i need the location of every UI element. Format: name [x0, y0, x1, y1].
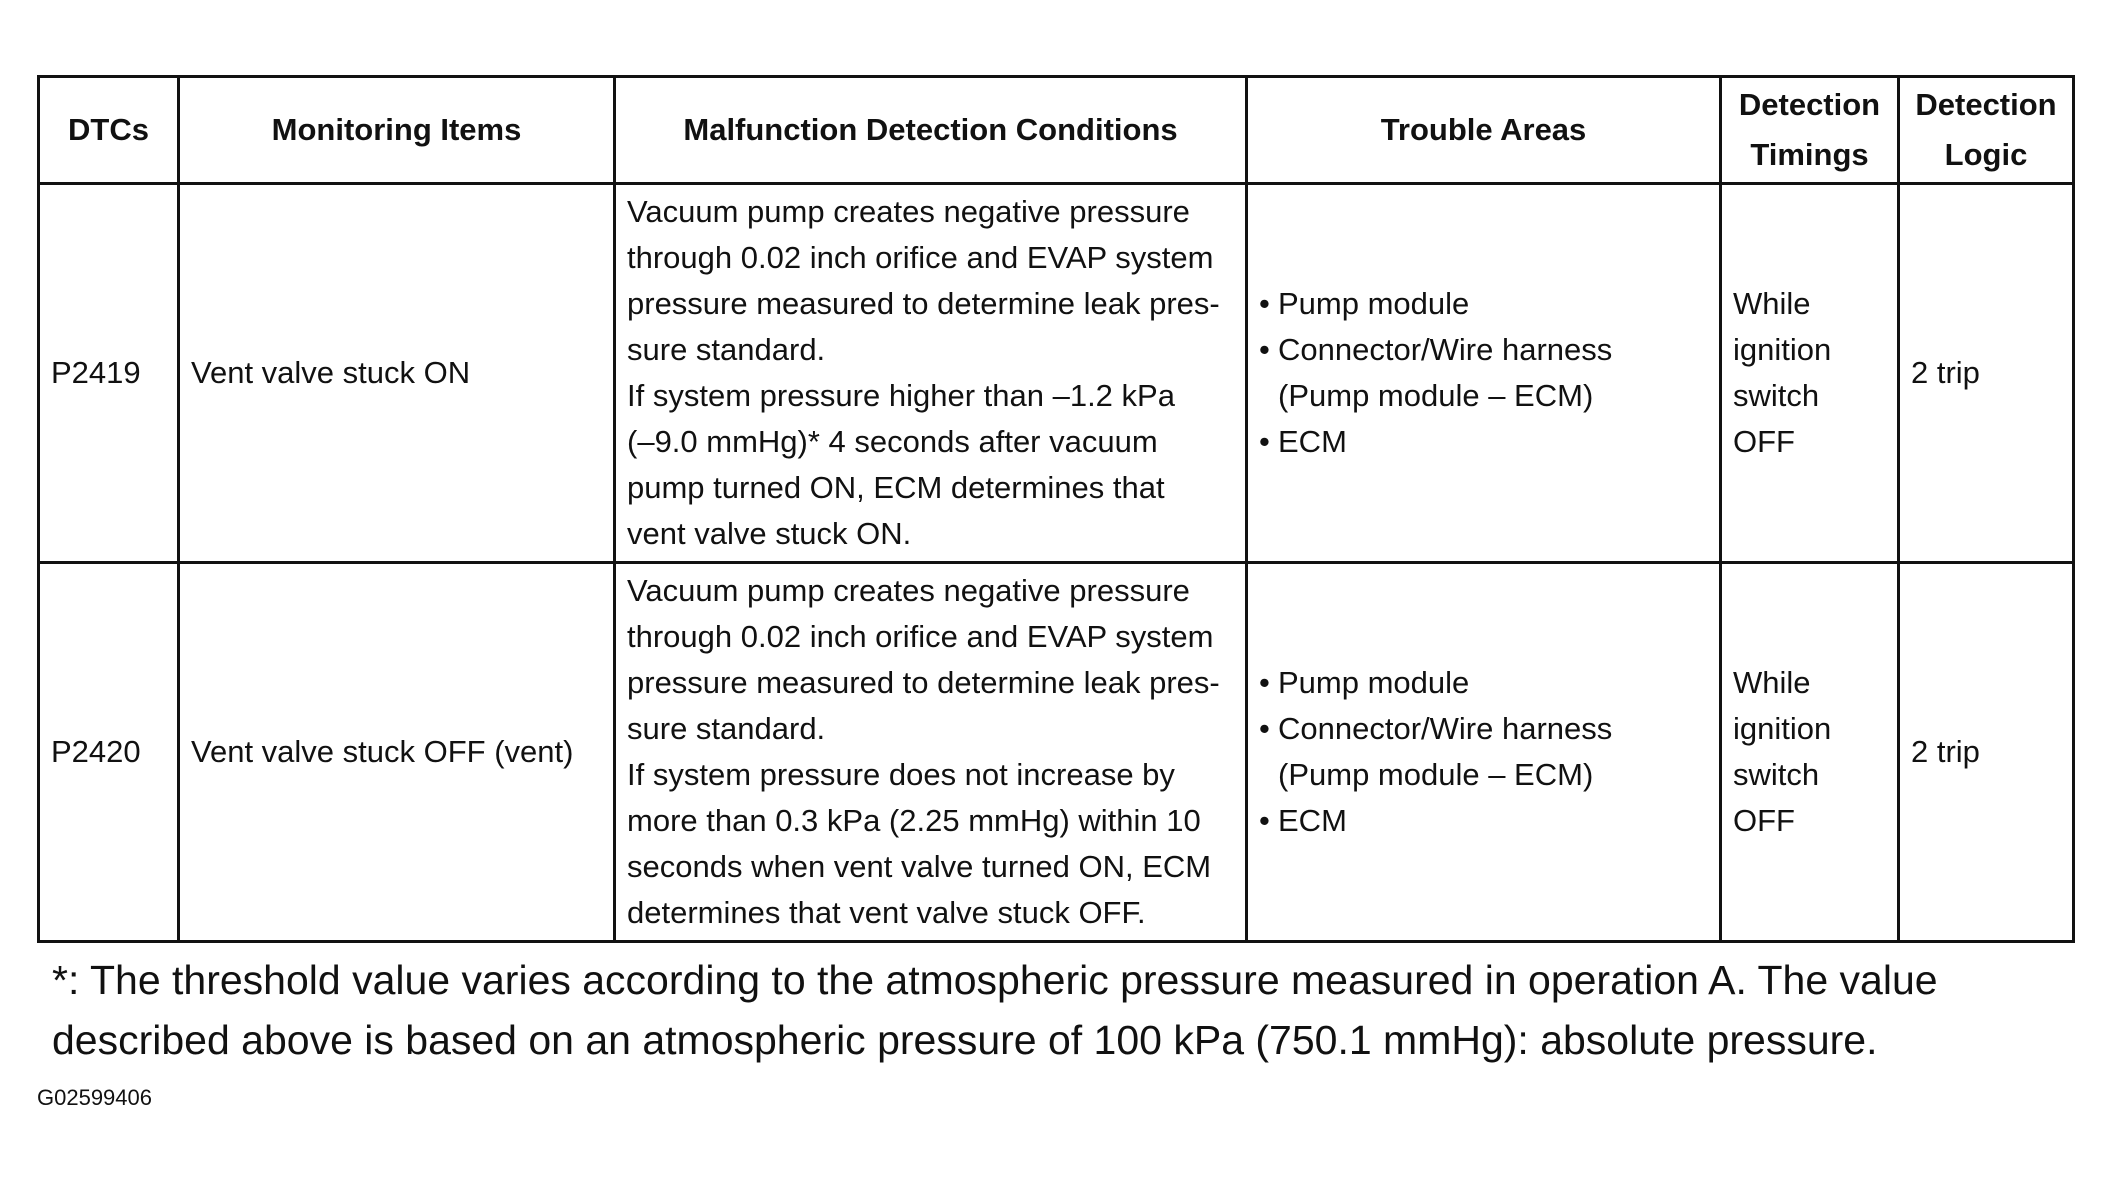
header-timings-line2: Timings [1750, 137, 1869, 172]
condition-line: more than 0.3 kPa (2.25 mmHg) within 10 [627, 803, 1201, 838]
condition-line: If system pressure does not increase by [627, 757, 1175, 792]
detection-logic-cell: 2 trip [1899, 563, 2074, 942]
condition-line: sure standard. [627, 332, 826, 367]
trouble-area-item [1259, 327, 1711, 373]
condition-line: pressure measured to determine leak pres- [627, 286, 1220, 321]
dtc-table [37, 75, 2075, 943]
detection-timing-cell [1721, 184, 1899, 563]
dtc-code-cell: P2420 [39, 563, 179, 942]
detection-timing-cell [1721, 563, 1899, 942]
trouble-area-label: Pump module [1278, 286, 1470, 321]
condition-line: sure standard. [627, 711, 826, 746]
threshold-footnote [52, 950, 2112, 1070]
bullet-icon: • [1259, 665, 1270, 700]
trouble-areas-list [1259, 660, 1711, 844]
bullet-icon: • [1259, 286, 1270, 321]
header-logic-line1: Detection [1915, 87, 2057, 122]
detection-conditions-cell [615, 184, 1247, 563]
timing-line: OFF [1733, 424, 1795, 459]
trouble-areas-cell [1247, 563, 1721, 942]
footnote-line: described above is based on an atmospheric pressure of 100 kPa (750.1 mmHg): absolute pressure. [52, 1017, 1878, 1063]
bullet-icon: • [1259, 803, 1270, 838]
trouble-area-label: Connector/Wire harness [1278, 711, 1613, 746]
header-trouble-areas: Trouble Areas [1247, 77, 1721, 184]
header-detection-logic [1899, 77, 2074, 184]
condition-line: vent valve stuck ON. [627, 516, 912, 551]
trouble-area-label: Connector/Wire harness [1278, 332, 1613, 367]
timing-line: While [1733, 286, 1811, 321]
bullet-icon: • [1259, 424, 1270, 459]
bullet-icon: • [1259, 332, 1270, 367]
condition-line: Vacuum pump creates negative pressure [627, 573, 1190, 608]
condition-line: through 0.02 inch orifice and EVAP system [627, 619, 1214, 654]
bullet-icon: • [1259, 711, 1270, 746]
condition-line: Vacuum pump creates negative pressure [627, 194, 1190, 229]
trouble-area-label: ECM [1278, 424, 1347, 459]
table-header-row [39, 77, 2074, 184]
header-malfunction-detection-conditions: Malfunction Detection Conditions [615, 77, 1247, 184]
timing-line: While [1733, 665, 1811, 700]
monitoring-item-cell: Vent valve stuck ON [179, 184, 615, 563]
header-dtcs: DTCs [39, 77, 179, 184]
trouble-area-subitem [1259, 373, 1711, 419]
footnote-line: *: The threshold value varies according to the atmospheric pressure measured in operation A. The value [52, 957, 1938, 1003]
detection-conditions-cell [615, 563, 1247, 942]
trouble-area-item [1259, 660, 1711, 706]
trouble-area-label: ECM [1278, 803, 1347, 838]
header-monitoring-items: Monitoring Items [179, 77, 615, 184]
condition-line: pressure measured to determine leak pres- [627, 665, 1220, 700]
condition-line: through 0.02 inch orifice and EVAP system [627, 240, 1214, 275]
figure-id: G02599406 [37, 1085, 152, 1110]
header-logic-line2: Logic [1944, 137, 2028, 172]
timing-line: ignition [1733, 332, 1832, 367]
table-row [39, 563, 2074, 942]
trouble-area-item [1259, 419, 1711, 465]
trouble-areas-cell [1247, 184, 1721, 563]
header-timings-line1: Detection [1738, 87, 1881, 122]
condition-line: If system pressure higher than –1.2 kPa [627, 378, 1175, 413]
table-row [39, 184, 2074, 563]
timing-line: ignition [1733, 711, 1832, 746]
trouble-area-sublabel: (Pump module – ECM) [1278, 378, 1594, 413]
condition-line: (–9.0 mmHg)* 4 seconds after vacuum [627, 424, 1158, 459]
condition-line: seconds when vent valve turned ON, ECM [627, 849, 1212, 884]
header-detection-timings [1721, 77, 1899, 184]
monitoring-item-cell: Vent valve stuck OFF (vent) [179, 563, 615, 942]
trouble-area-sublabel: (Pump module – ECM) [1278, 757, 1594, 792]
trouble-area-item [1259, 706, 1711, 752]
timing-line: switch [1733, 757, 1820, 792]
trouble-area-item [1259, 281, 1711, 327]
trouble-areas-list [1259, 281, 1711, 465]
trouble-area-item [1259, 798, 1711, 844]
timing-line: OFF [1733, 803, 1795, 838]
detection-logic-cell: 2 trip [1899, 184, 2074, 563]
trouble-area-subitem [1259, 752, 1711, 798]
trouble-area-label: Pump module [1278, 665, 1470, 700]
condition-line: pump turned ON, ECM determines that [627, 470, 1165, 505]
condition-line: determines that vent valve stuck OFF. [627, 895, 1146, 930]
dtc-code-cell: P2419 [39, 184, 179, 563]
timing-line: switch [1733, 378, 1820, 413]
